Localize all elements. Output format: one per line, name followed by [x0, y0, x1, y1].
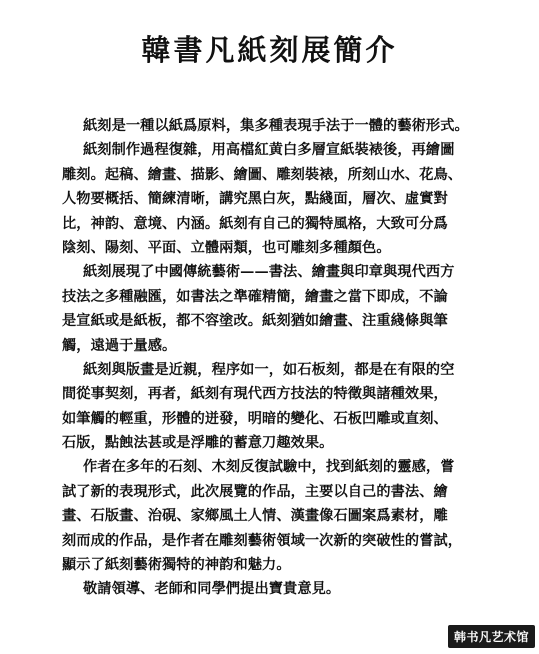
body-line: 石版，點蝕法甚或是浮雕的蓄意刀趣效果。 — [62, 435, 334, 452]
body-line: 觸，遠過于量感。 — [62, 337, 177, 354]
body-line: 試了新的表現形式，此次展覽的作品，主要以自己的書法、繪 — [62, 483, 448, 500]
body-line: 雕刻。起稿、繪畫、描影、繪圖、雕刻裝裱，所刻山水、花鳥、 — [62, 166, 463, 183]
watermark-label: 韩书凡艺术馆 — [448, 625, 535, 648]
body-line: 顯示了紙刻藝術獨特的神韵和魅力。 — [62, 557, 291, 574]
body-line: 紙刻與版畫是近親，程序如一，如石板刻，都是在有限的空 — [83, 361, 455, 378]
body-line: 人物要概括、簡練清晰，講究黑白灰，點綫面，層次、虛實對 — [62, 191, 448, 208]
body-line: 紙刻是一種以紙爲原料，集多種表現手法于一體的藝術形式。 — [83, 118, 469, 134]
body-line: 敬請領導、老師和同學們提出寶貴意見。 — [83, 581, 341, 598]
body-line: 紙刻展現了中國傳統藝術——書法、繪畫與印章與現代西方 — [83, 264, 455, 281]
body-line: 刻而成的作品，是作者在雕刻藝術領域一次新的突破性的嘗試， — [62, 532, 463, 549]
body-line: 作者在多年的石刻、木刻反復試驗中，找到紙刻的靈感，嘗 — [83, 459, 455, 476]
body-line: 間從事契刻，再者，紙刻有現代西方技法的特徵與諸種效果， — [62, 386, 448, 403]
body-line: 陰刻、陽刻、平面、立體兩類，也可雕刻多種顏色。 — [62, 239, 391, 256]
body-line: 技法之多種融匯，如書法之準確精簡，繪畫之當下即成，不論 — [62, 288, 448, 305]
body-line: 畫、石版畫、治硯、家鄉風土人情、漢畫像石圖案爲素材，雕 — [62, 508, 448, 525]
document-title: 韓書凡紙刻展簡介 — [141, 33, 398, 67]
body-line: 紙刻制作過程復雜，用高檔紅黄白多層宣紙裝裱後，再繪圖 — [83, 142, 455, 159]
body-line: 如筆觸的輕重，形體的迸發，明暗的變化、石板凹雕或直刻、 — [62, 410, 448, 427]
body-line: 是宣紙或是紙板，都不容塗改。紙刻猶如繪畫、注重綫條與筆 — [62, 313, 448, 330]
body-line: 比，神韵、意境、内涵。紙刻有自己的獨特風格，大致可分爲 — [62, 215, 448, 232]
document-body — [62, 114, 502, 602]
